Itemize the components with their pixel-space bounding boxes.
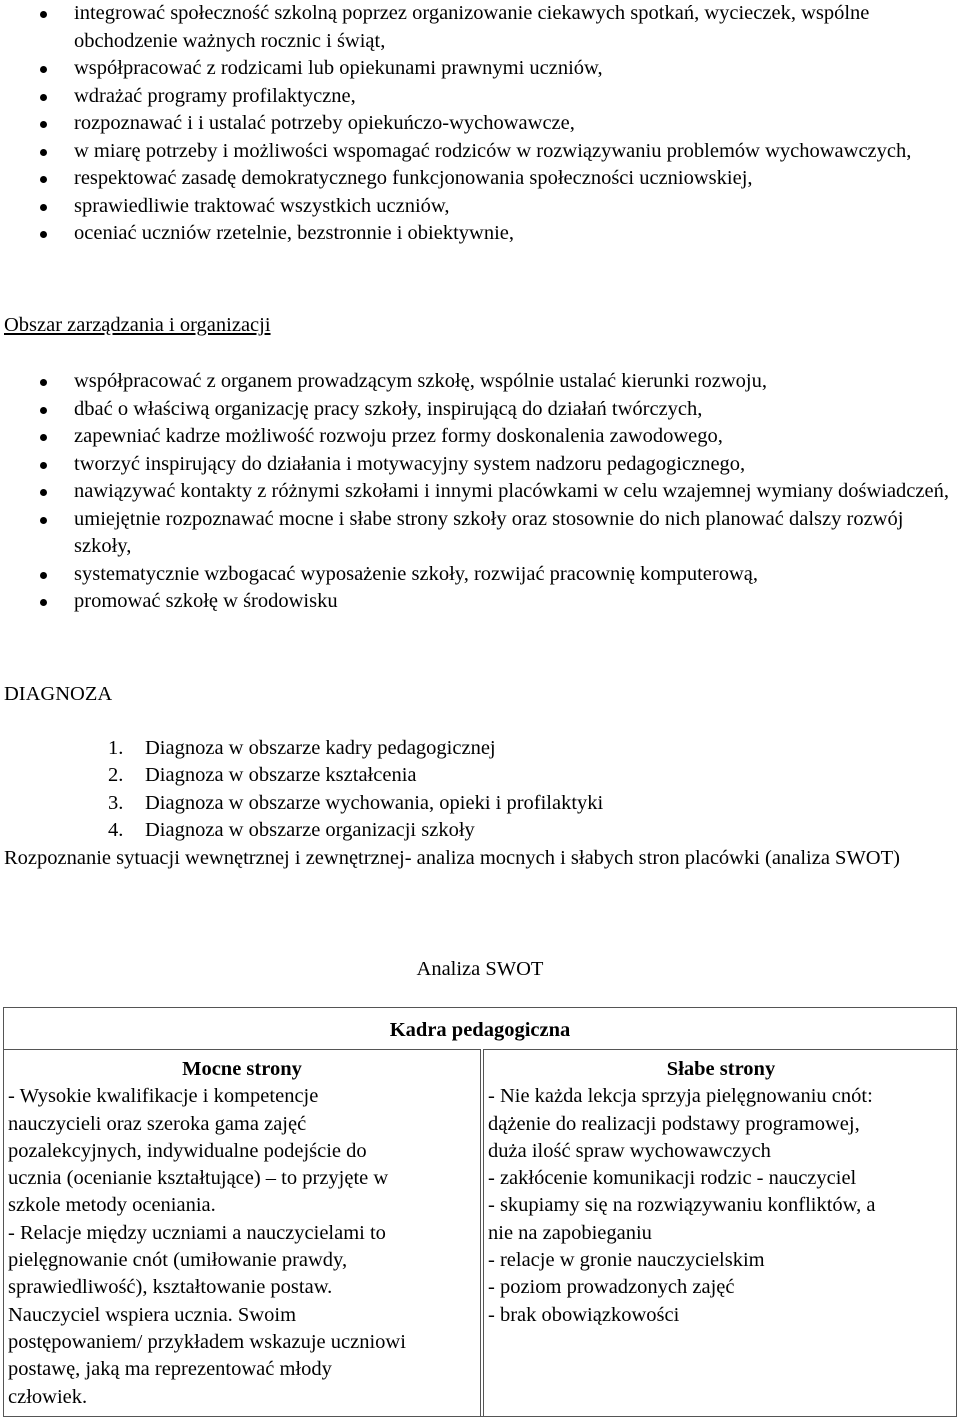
weaknesses-line: dążenie do realizacji podstawy programowej, (488, 1112, 860, 1135)
bullet-icon (40, 149, 47, 156)
list-item-text: w miarę potrzeby i możliwości wspomagać rodziców w rozwiązywaniu problemów wychowawczych, (74, 139, 912, 162)
weaknesses-line: - Nie każda lekcja sprzyja pielęgnowaniu cnót: (488, 1085, 873, 1108)
bullet-icon (40, 489, 47, 496)
list-item (0, 817, 603, 844)
list-item-number: 4. (108, 818, 124, 841)
swot-title: Analiza SWOT (416, 958, 544, 980)
strengths-heading: Mocne strony (182, 1058, 302, 1080)
weaknesses-heading: Słabe strony (666, 1058, 776, 1080)
strengths-line: - Relacje między uczniami a nauczycielami to (8, 1221, 386, 1244)
list-item (0, 110, 960, 138)
weaknesses-line: - relacje w gronie nauczycielskim (488, 1249, 765, 1272)
list-item-text: Diagnoza w obszarze kształcenia (145, 764, 417, 787)
list-item (0, 762, 603, 789)
list-item (0, 478, 960, 506)
list-item (0, 165, 960, 193)
weaknesses-line: nie na zapobieganiu (488, 1221, 652, 1244)
strengths-line: - Wysokie kwalifikacje i kompetencje (8, 1085, 319, 1108)
list-item-text: integrować społeczność szkolną poprzez organizowanie ciekawych spotkań, wycieczek, wspólne obchodzenie ważnych rocznic i świąt, (74, 2, 870, 52)
list-item (0, 83, 960, 111)
strengths-line: ucznia (ocenianie kształtujące) – to przyjęte w (8, 1167, 389, 1190)
list-item-text: tworzyć inspirujący do działania i motywacyjny system nadzoru pedagogicznego, (74, 452, 746, 475)
list-item (0, 0, 960, 55)
weaknesses-line: - zakłócenie komunikacji rodzic - nauczyciel (488, 1167, 857, 1190)
list-item (0, 368, 960, 396)
bullet-icon (40, 407, 47, 414)
bullet-icon (40, 572, 47, 579)
list-item-number: 1. (108, 737, 124, 759)
bullet-icon (40, 462, 47, 469)
bullet-icon (40, 176, 47, 183)
strengths-line: postępowaniem/ przykładem wskazuje uczniowi (8, 1330, 406, 1353)
bullet-icon (40, 517, 47, 524)
list-item-text: rozpoznawać i i ustalać potrzeby opiekuńczo-wychowawcze, (74, 112, 575, 134)
list-item (0, 506, 960, 561)
bullet-icon (40, 11, 47, 18)
diagnosis-list (0, 735, 603, 844)
list-item (0, 55, 960, 83)
list-item-text: Diagnoza w obszarze wychowania, opieki i profilaktyki (145, 791, 604, 814)
bullet-icon (40, 599, 47, 606)
strengths-line: szkole metody oceniania. (8, 1194, 216, 1217)
list-item (0, 451, 960, 479)
list-item (0, 588, 960, 616)
strengths-line: pozalekcyjnych, indywidualne podejście do (8, 1139, 367, 1162)
list-item-text: współpracować z rodzicami lub opiekunami prawnymi uczniów, (74, 57, 603, 79)
bullet-icon (40, 121, 47, 128)
strengths-line: człowiek. (8, 1385, 88, 1408)
strengths-line: sprawiedliwość), kształtowanie postaw. (8, 1276, 333, 1299)
bullet-icon (40, 204, 47, 211)
weaknesses-line: duża ilość spraw wychowawczych (488, 1139, 771, 1162)
strengths-line: nauczycieli oraz szeroka gama zajęć (8, 1112, 307, 1135)
list-item-text: zapewniać kadrze możliwość rozwoju przez formy doskonalenia zawodowego, (74, 425, 723, 447)
list-item (0, 138, 960, 166)
list-item (0, 735, 603, 762)
goals-list (0, 0, 960, 248)
bullet-icon (40, 379, 47, 386)
list-item-number: 2. (108, 764, 124, 787)
bullet-icon (40, 66, 47, 73)
list-item (0, 561, 960, 589)
management-list (0, 368, 960, 616)
list-item (0, 193, 960, 221)
weaknesses-line: - poziom prowadzonych zajęć (488, 1276, 735, 1299)
list-item-number: 3. (108, 791, 124, 814)
bullet-icon (40, 94, 47, 101)
weaknesses-line: - brak obowiązkowości (488, 1303, 680, 1326)
strengths-line: pielęgnowanie cnót (umiłowanie prawdy, (8, 1249, 348, 1272)
section-heading-management: Obszar zarządzania i organizacji (4, 314, 271, 336)
strengths-column (4, 1049, 481, 1417)
strengths-line: Nauczyciel wspiera ucznia. Swoim (8, 1303, 297, 1326)
swot-table (3, 1007, 957, 1417)
list-item-text: dbać o właściwą organizację pracy szkoły, inspirującą do działań twórczych, (74, 397, 703, 420)
weaknesses-column (483, 1049, 958, 1417)
list-item-text: umiejętnie rozpoznawać mocne i słabe strony szkoły oraz stosownie do nich planować dalszy rozwój szkoły, (74, 507, 904, 557)
list-item-text: nawiązywać kontakty z różnymi szkołami i innymi placówkami w celu wzajemnej wymiany doświadczeń, (74, 480, 949, 502)
section-heading-diagnosis: DIAGNOZA (4, 683, 113, 705)
list-item (0, 790, 603, 817)
swot-section-title: Kadra pedagogiczna (389, 1019, 571, 1041)
list-item-text: systematycznie wzbogacać wyposażenie szkoły, rozwijać pracownię komputerową, (74, 562, 759, 585)
diagnosis-paragraph: Rozpoznanie sytuacji wewnętrznej i zewnętrznej- analiza mocnych i słabych stron placówki (analiza SWOT) (4, 847, 900, 869)
list-item (0, 423, 960, 451)
bullet-icon (40, 231, 47, 238)
bullet-icon (40, 434, 47, 441)
list-item-text: Diagnoza w obszarze kadry pedagogicznej (145, 737, 496, 759)
list-item (0, 396, 960, 424)
list-item-text: współpracować z organem prowadzącym szkołę, wspólnie ustalać kierunki rozwoju, (74, 370, 767, 392)
strengths-line: postawę, jaką ma reprezentować młody (8, 1358, 332, 1381)
list-item-text: promować szkołę w środowisku (74, 590, 338, 612)
list-item-text: wdrażać programy profilaktyczne, (74, 84, 356, 107)
list-item-text: Diagnoza w obszarze organizacji szkoły (145, 818, 475, 841)
list-item-text: respektować zasadę demokratycznego funkcjonowania społeczności uczniowskiej, (74, 167, 753, 189)
list-item-text: oceniać uczniów rzetelnie, bezstronnie i obiektywnie, (74, 222, 514, 244)
list-item-text: sprawiedliwie traktować wszystkich uczniów, (74, 194, 450, 217)
weaknesses-line: - skupiamy się na rozwiązywaniu konfliktów, a (488, 1194, 876, 1217)
list-item (0, 220, 960, 248)
